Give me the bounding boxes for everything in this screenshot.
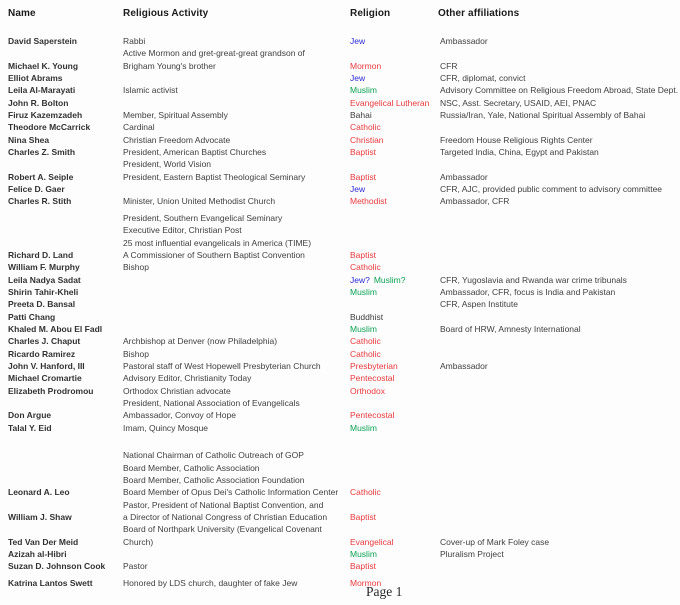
activity-cell: President, Eastern Baptist Theological Seminary xyxy=(123,171,306,182)
activity-cell: President, Southern Evangelical Seminary xyxy=(123,212,283,223)
affiliation-cell: NSC, Asst. Secretary, USAID, AEI, PNAC xyxy=(440,97,597,108)
name-cell: Theodore McCarrick xyxy=(8,122,91,133)
name-cell: Felice D. Gaer xyxy=(8,184,65,195)
activity-cell: Board Member of Opus Dei's Catholic Information Center xyxy=(123,487,339,498)
table-body xyxy=(0,36,680,590)
religion-label: Catholic xyxy=(350,348,381,359)
table-row xyxy=(0,324,680,336)
religion-label: Mormon xyxy=(350,577,382,588)
religion-label: Methodist xyxy=(350,196,387,207)
name-cell: Richard D. Land xyxy=(8,249,74,260)
activity-cell: Advisory Editor, Christianity Today xyxy=(123,373,252,384)
table-row xyxy=(0,110,680,122)
affiliation-cell: Ambassador xyxy=(440,360,488,371)
affiliation-cell: Freedom House Religious Rights Center xyxy=(440,134,593,145)
name-cell: William J. Shaw xyxy=(8,512,72,523)
affiliation-cell: Pluralism Project xyxy=(440,549,504,560)
name-cell: Azizah al-Hibri xyxy=(8,549,67,560)
religion-label: Jew? xyxy=(350,274,370,285)
activity-cell: Minister, Union United Methodist Church xyxy=(123,196,276,207)
column-header-name: Name xyxy=(8,8,36,19)
religion-label: Baptist xyxy=(350,561,376,572)
table-row xyxy=(0,435,680,447)
religion-cell xyxy=(350,147,380,157)
table-row xyxy=(0,225,680,237)
name-cell: William F. Murphy xyxy=(8,262,80,273)
activity-cell: President, American Baptist Churches xyxy=(123,147,267,158)
affiliation-cell: Board of HRW, Amnesty International xyxy=(440,323,581,334)
table-row xyxy=(0,578,680,590)
table-row xyxy=(0,238,680,250)
name-cell: Suzan D. Johnson Cook xyxy=(8,561,106,572)
affiliation-cell: Ambassador xyxy=(440,171,488,182)
religion-label: Jew xyxy=(350,184,366,195)
religion-cell xyxy=(350,196,391,206)
religion-cell xyxy=(350,349,385,359)
activity-cell: Board of Northpark University (Evangelical Covenant xyxy=(123,524,322,535)
religion-label: Baptist xyxy=(350,147,376,158)
table-row xyxy=(0,361,680,373)
religion-label: Catholic xyxy=(350,336,381,347)
table-row xyxy=(0,475,680,487)
religion-cell xyxy=(350,135,388,145)
name-cell: John V. Hanford, III xyxy=(8,360,85,371)
table-row xyxy=(0,512,680,524)
name-cell: Katrina Lantos Swett xyxy=(8,577,93,588)
table-row xyxy=(0,36,680,48)
table-row xyxy=(0,463,680,475)
religion-label: Evangelical xyxy=(350,536,394,547)
activity-cell: a Director of National Congress of Christian Education xyxy=(123,512,328,523)
table-row xyxy=(0,561,680,573)
table-row xyxy=(0,287,680,299)
name-cell: Leila Al-Marayati xyxy=(8,85,76,96)
religion-label: Muslim xyxy=(350,85,377,96)
religion-cell xyxy=(350,61,385,71)
table-header xyxy=(0,8,680,34)
religion-cell xyxy=(350,275,410,285)
activity-cell: Pastor, President of National Baptist Convention, and xyxy=(123,499,324,510)
table-row xyxy=(0,98,680,110)
activity-cell: Bishop xyxy=(123,348,149,359)
religion-label: Bahai xyxy=(350,110,372,121)
religion-label: Muslim xyxy=(350,422,377,433)
activity-cell: Orthodox Christian advocate xyxy=(123,385,231,396)
religion-label: Pentecostal xyxy=(350,373,395,384)
name-cell: Talal Y. Eid xyxy=(8,422,52,433)
religion-cell xyxy=(350,85,381,95)
activity-cell: Honored by LDS church, daughter of fake Jew xyxy=(123,577,298,588)
religion-cell xyxy=(350,287,381,297)
name-cell: David Saperstein xyxy=(8,36,77,46)
religion-cell xyxy=(350,361,402,371)
name-cell: Ricardo Ramirez xyxy=(8,348,76,359)
activity-cell: 25 most influential evangelicals in America (TIME) xyxy=(123,237,312,248)
affiliation-cell: Advisory Committee on Religious Freedom Abroad, State Dept. xyxy=(440,85,679,96)
activity-cell: Member, Spiritual Assembly xyxy=(123,110,228,121)
affiliation-cell: CFR, Yugoslavia and Rwanda war crime tribunals xyxy=(440,274,627,285)
table-row xyxy=(0,524,680,536)
name-cell: Charles Z. Smith xyxy=(8,147,76,158)
activity-cell: Executive Editor, Christian Post xyxy=(123,225,242,236)
table-row xyxy=(0,450,680,462)
table-row xyxy=(0,122,680,134)
religion-label: Jew xyxy=(350,36,366,46)
column-header-other-affiliations: Other affiliations xyxy=(438,8,520,19)
name-cell: John R. Bolton xyxy=(8,97,69,108)
column-header-religious-activity: Religious Activity xyxy=(123,8,209,19)
religion-cell xyxy=(350,184,369,194)
religion-cell xyxy=(350,487,385,497)
activity-cell: Brigham Young's brother xyxy=(123,60,216,71)
name-cell: Michael K. Young xyxy=(8,60,79,71)
activity-cell: Active Mormon and gret-great-great grandson of xyxy=(123,48,305,59)
activity-cell: Ambassador, Convoy of Hope xyxy=(123,410,236,421)
religion-label: Presbyterian xyxy=(350,360,398,371)
affiliation-cell: CFR, diplomat, convict xyxy=(440,73,526,84)
name-cell: Robert A. Seiple xyxy=(8,171,74,182)
religion-label: Muslim xyxy=(350,286,377,297)
religion-label: Jew xyxy=(350,73,366,84)
affiliation-cell: Targeted India, China, Egypt and Pakistan xyxy=(440,147,599,158)
religion-cell xyxy=(350,386,389,396)
activity-cell: Pastor xyxy=(123,561,148,572)
name-cell: Nina Shea xyxy=(8,134,50,145)
religion-cell xyxy=(350,423,381,433)
name-cell: Patti Chang xyxy=(8,311,56,322)
religion-cell xyxy=(350,250,380,260)
activity-cell: Board Member, Catholic Association xyxy=(123,462,260,473)
religion-cell xyxy=(350,537,397,547)
table-row xyxy=(0,373,680,385)
affiliation-cell: CFR, AJC, provided public comment to advisory committee xyxy=(440,184,663,195)
name-cell: Preeta D. Bansal xyxy=(8,299,76,310)
name-cell: Shirin Tahir-Kheli xyxy=(8,286,79,297)
religion-cell xyxy=(350,36,369,46)
table-row xyxy=(0,312,680,324)
table-row xyxy=(0,386,680,398)
activity-cell: President, World Vision xyxy=(123,159,212,170)
affiliation-cell: Russia/Iran, Yale, National Spiritual Assembly of Bahai xyxy=(440,110,646,121)
activity-cell: Church) xyxy=(123,536,154,547)
activity-cell: Bishop xyxy=(123,262,149,273)
activity-cell: Christian Freedom Advocate xyxy=(123,134,231,145)
table-row xyxy=(0,410,680,422)
religion-label: Orthodox xyxy=(350,385,385,396)
activity-cell: A Commissioner of Southern Baptist Convention xyxy=(123,249,305,260)
religion-label: Christian xyxy=(350,134,384,145)
religion-cell xyxy=(350,512,380,522)
religion-cell xyxy=(350,549,381,559)
table-row xyxy=(0,336,680,348)
religion-cell xyxy=(350,110,376,120)
name-cell: Leonard A. Leo xyxy=(8,487,70,498)
affiliation-cell: Cover-up of Mark Foley case xyxy=(440,536,550,547)
table-row xyxy=(0,262,680,274)
religion-label: Buddhist xyxy=(350,311,384,322)
name-cell: Leila Nadya Sadat xyxy=(8,274,81,285)
religion-cell xyxy=(350,373,398,383)
religion-cell xyxy=(350,172,380,182)
affiliation-cell: Ambassador, CFR, focus is India and Pakistan xyxy=(440,286,616,297)
table-row xyxy=(0,85,680,97)
name-cell: Michael Cromartie xyxy=(8,373,82,384)
name-cell: Don Argue xyxy=(8,410,52,421)
name-cell: Charles R. Stith xyxy=(8,196,72,207)
table-row xyxy=(0,73,680,85)
religion-label: Muslim xyxy=(350,323,377,334)
table-row xyxy=(0,213,680,225)
religion-cell xyxy=(350,262,385,272)
table-row xyxy=(0,48,680,60)
religion-label: Catholic xyxy=(350,122,381,133)
religion-label: Pentecostal xyxy=(350,410,395,421)
table-row xyxy=(0,349,680,361)
table-row xyxy=(0,423,680,435)
activity-cell: National Chairman of Catholic Outreach of GOP xyxy=(123,450,304,461)
religion-label: Baptist xyxy=(350,512,376,523)
table-row xyxy=(0,196,680,208)
religion-cell xyxy=(350,73,369,83)
table-row xyxy=(0,299,680,311)
table-row xyxy=(0,159,680,171)
activity-cell: Pastoral staff of West Hopewell Presbyterian Church xyxy=(123,360,321,371)
religion-label: Mormon xyxy=(350,60,382,71)
table-row xyxy=(0,135,680,147)
table-row xyxy=(0,61,680,73)
name-cell: Khaled M. Abou El Fadl xyxy=(8,323,103,334)
table-row xyxy=(0,147,680,159)
column-header-religion: Religion xyxy=(350,8,391,19)
affiliation-cell: CFR xyxy=(440,60,458,71)
activity-cell: Cardinal xyxy=(123,122,155,133)
religion-label: Catholic xyxy=(350,262,381,273)
name-cell: Ted Van Der Meid xyxy=(8,536,79,547)
table-row xyxy=(0,172,680,184)
table-row xyxy=(0,275,680,287)
table-row xyxy=(0,250,680,262)
activity-cell: Islamic activist xyxy=(123,85,178,96)
religion-cell xyxy=(350,98,433,108)
activity-cell: Archbishop at Denver (now Philadelphia) xyxy=(123,336,278,347)
activity-cell: President, National Association of Evangelicals xyxy=(123,397,300,408)
table-row xyxy=(0,549,680,561)
table-row xyxy=(0,487,680,499)
religion-cell xyxy=(350,561,380,571)
page-number-label: Page 1 xyxy=(366,584,403,599)
religion-cell xyxy=(350,122,385,132)
religion-cell xyxy=(350,336,385,346)
affiliation-cell: Ambassador xyxy=(440,36,488,46)
name-cell: Firuz Kazemzadeh xyxy=(8,110,83,121)
religion-cell xyxy=(350,410,398,420)
religion-label: Baptist xyxy=(350,171,376,182)
religion-label: Muslim? xyxy=(373,274,406,285)
table-row xyxy=(0,398,680,410)
table-row xyxy=(0,537,680,549)
name-cell: Charles J. Chaput xyxy=(8,336,81,347)
name-cell: Elizabeth Prodromou xyxy=(8,385,94,396)
religion-label: Evangelical Lutheran xyxy=(350,97,430,108)
name-cell: Elliot Abrams xyxy=(8,73,63,84)
activity-cell: Rabbi xyxy=(123,36,146,46)
religion-label: Baptist xyxy=(350,249,376,260)
activity-cell: Board Member, Catholic Association Foundation xyxy=(123,475,305,486)
religion-label: Catholic xyxy=(350,487,381,498)
religion-label: Muslim xyxy=(350,549,377,560)
religion-cell xyxy=(350,324,381,334)
affiliation-cell: CFR, Aspen Institute xyxy=(440,299,518,310)
affiliation-cell: Ambassador, CFR xyxy=(440,196,510,207)
table-row xyxy=(0,184,680,196)
activity-cell: Imam, Quincy Mosque xyxy=(123,422,209,433)
table-row xyxy=(0,500,680,512)
religion-cell xyxy=(350,312,387,322)
